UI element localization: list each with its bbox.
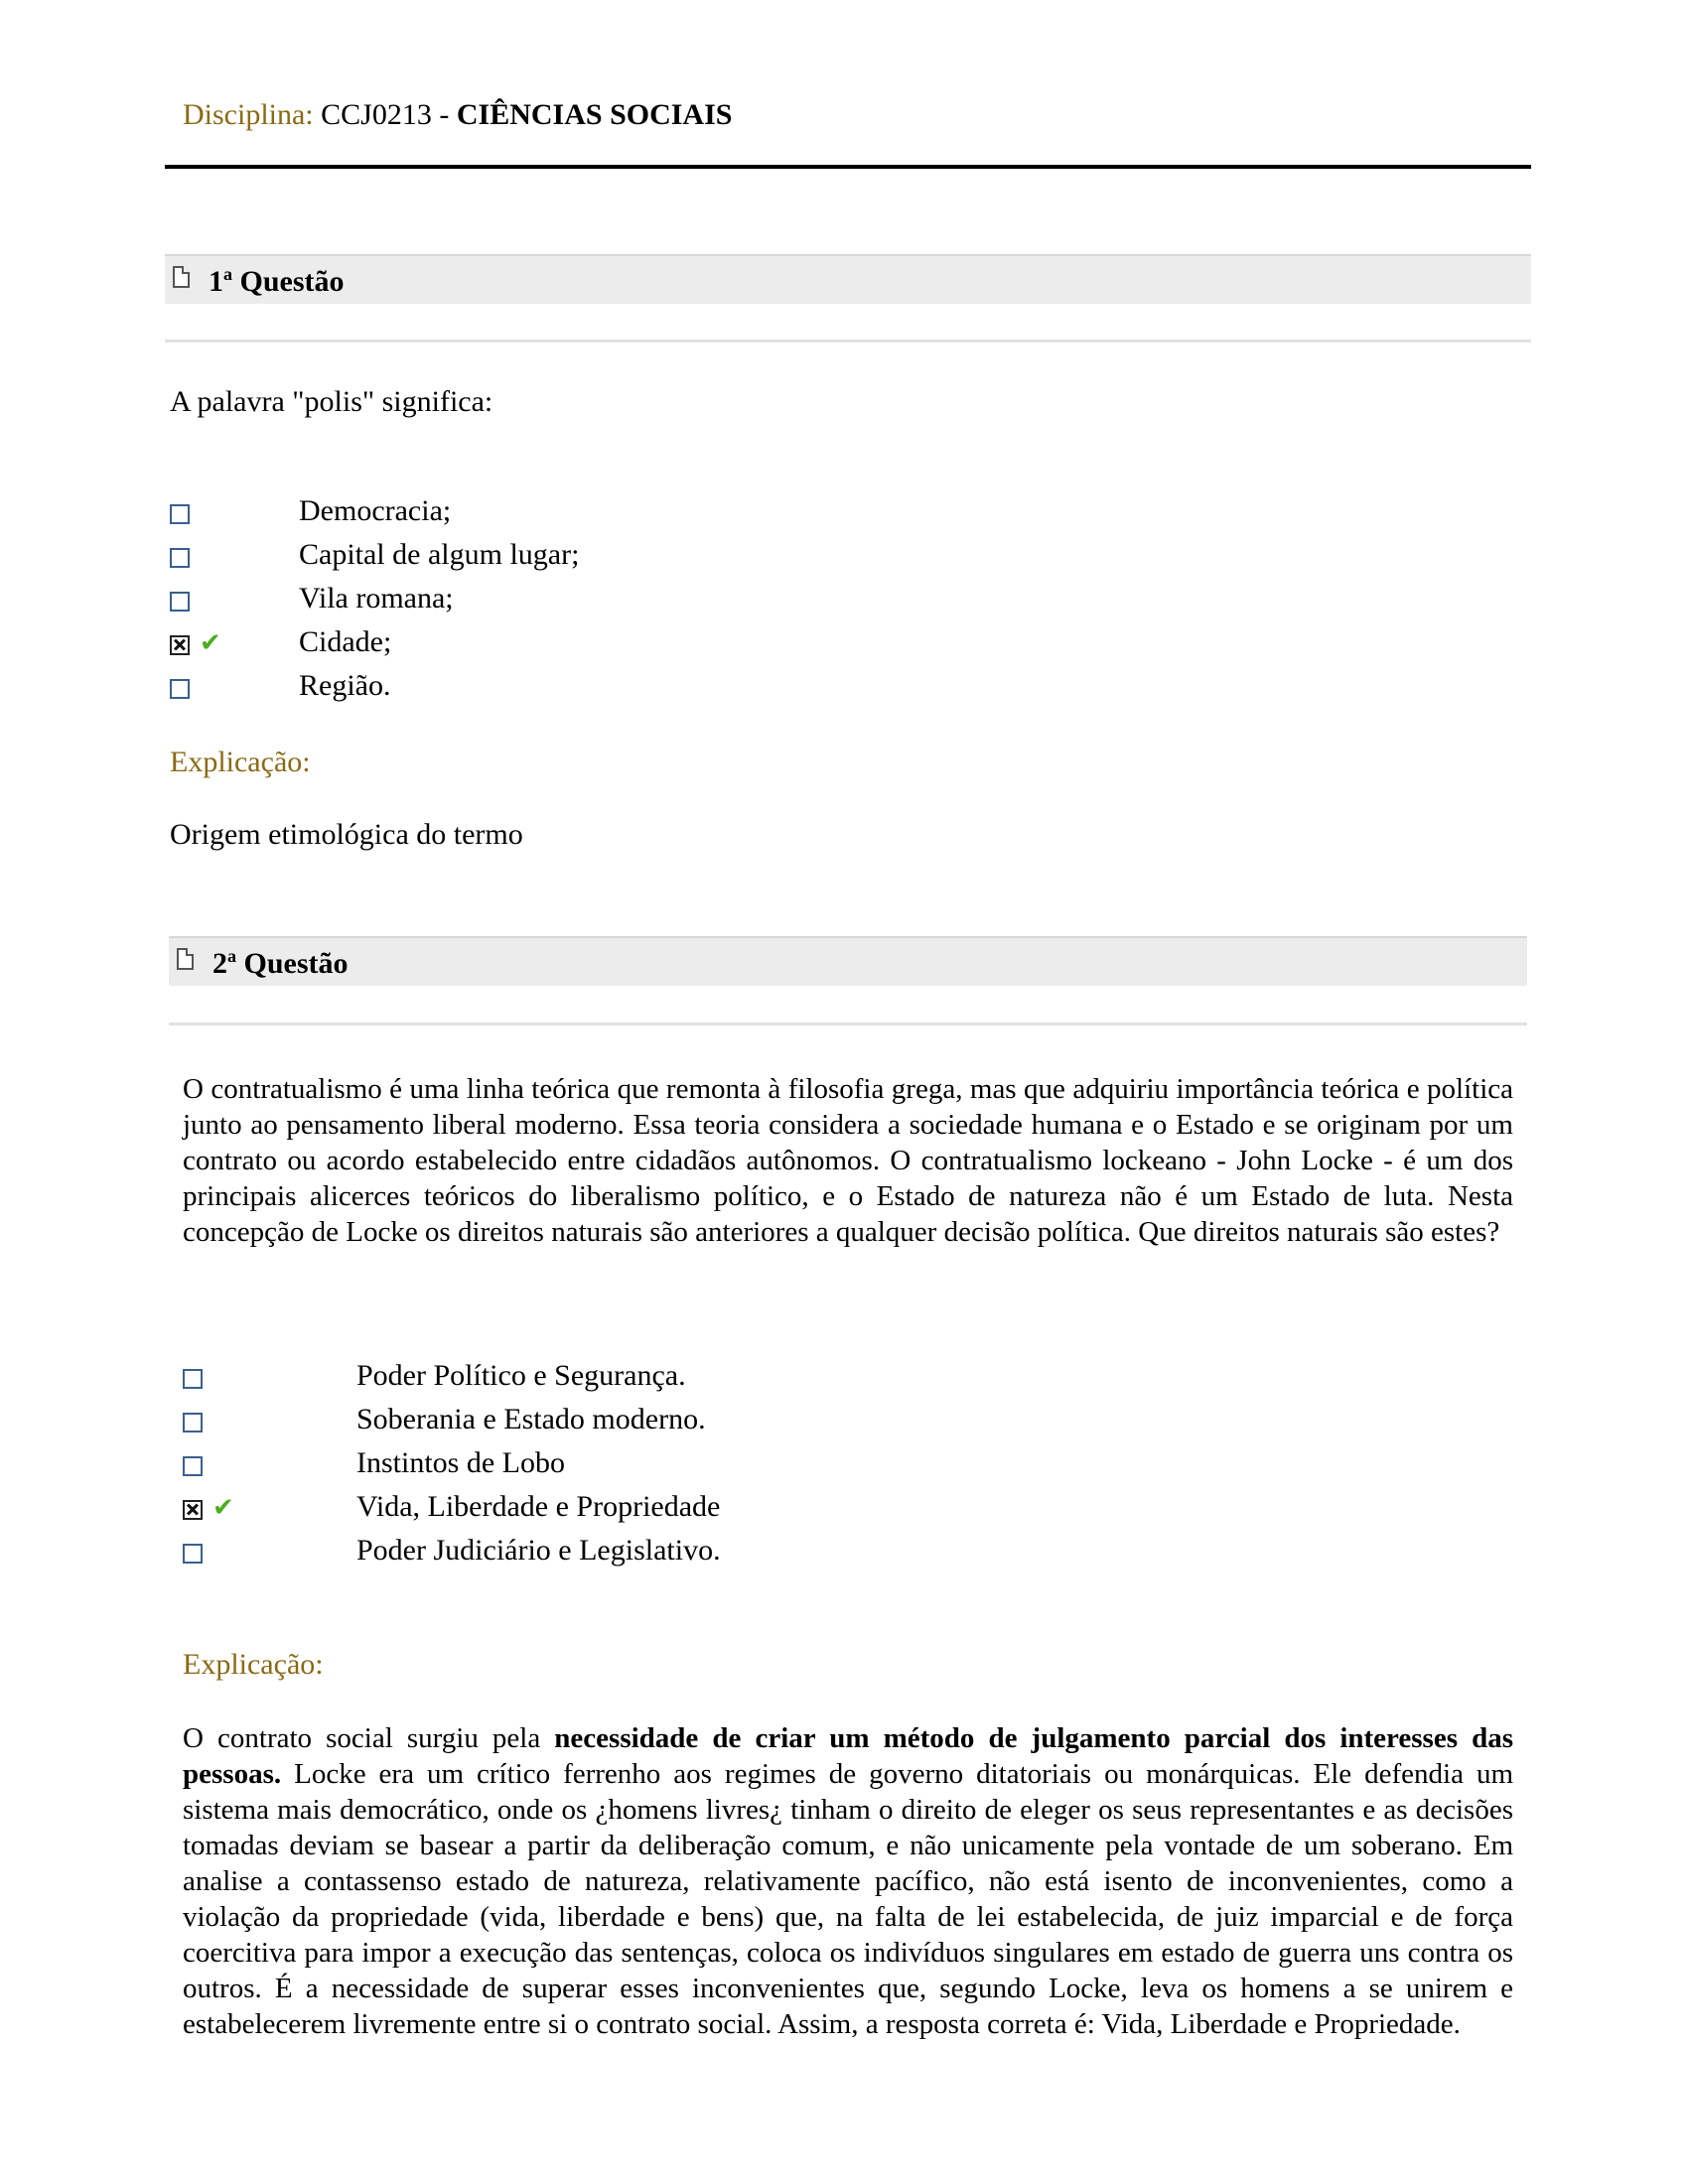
option[interactable] (170, 579, 964, 622)
checkbox[interactable] (183, 1544, 203, 1564)
header-divider (165, 165, 1531, 169)
checkbox[interactable] (183, 1456, 203, 1476)
question-2-divider (169, 1023, 1527, 1025)
correct-check-icon: ✔ (200, 628, 221, 658)
checked-checkbox[interactable] (170, 635, 190, 655)
option[interactable] (170, 535, 964, 579)
option-text: Região. (299, 669, 391, 702)
course-name: CIÊNCIAS SOCIAIS (456, 98, 733, 131)
checkbox[interactable] (170, 679, 190, 699)
question-1-explanation: Origem etimológica do termo (170, 818, 523, 851)
question-1-header (165, 254, 1531, 304)
option-text: Vida, Liberdade e Propriedade (356, 1490, 721, 1523)
explanation-lead: O contrato social surgiu pela (183, 1722, 555, 1754)
document-icon (173, 266, 190, 288)
option-selected[interactable] (183, 1487, 1076, 1531)
checkbox[interactable] (183, 1413, 203, 1433)
question-2-explanation (183, 1720, 1513, 2042)
option-text: Democracia; (299, 494, 452, 527)
option[interactable] (183, 1400, 1076, 1443)
explanation-label: Explicação: (183, 1648, 324, 1681)
checkbox[interactable] (170, 548, 190, 568)
header-separator: - (439, 98, 450, 131)
checkbox[interactable] (170, 592, 190, 612)
option[interactable] (183, 1531, 1076, 1574)
option-text: Capital de algum lugar; (299, 538, 580, 571)
question-1-options (170, 491, 964, 710)
option-text: Poder Judiciário e Legislativo. (356, 1534, 721, 1567)
question-1-divider (165, 340, 1531, 342)
course-code: CCJ0213 (321, 98, 432, 131)
checkbox[interactable] (170, 504, 190, 524)
option-text: Soberania e Estado moderno. (356, 1403, 706, 1435)
option-selected[interactable] (170, 622, 964, 666)
checkbox[interactable] (183, 1369, 203, 1389)
question-2-title: 2$^a$ Questão (212, 946, 349, 980)
checked-checkbox[interactable] (183, 1500, 203, 1520)
question-2-prompt: O contratualismo é uma linha teórica que remonta à filosofia grega, mas que adquiriu importância teórica e política junto ao pensamento liberal moderno. Essa teoria considera a sociedade humana e o Estado e se originam por um contrato ou acordo estabelecido entre cidadãos autônomos. O contratualismo lockeano - John Locke - é um dos principais alicerces teóricos do liberalismo político, e o Estado de natureza não é um Estado de luta. Nesta concepção de Locke os direitos naturais são anteriores a qualquer decisão política. Que direitos naturais são estes? (183, 1073, 1513, 1248)
course-header (183, 95, 732, 135)
explanation-body: Locke era um crítico ferrenho aos regimes de governo ditatoriais ou monárquicas. Ele defendia um sistema mais democrático, onde os ¿homens livres¿ tinham o direito de eleger os seus representantes e as decisões tomadas deviam se basear a partir da deliberação comum, e não unicamente pela vontade de um soberano. Em analise a contassenso estado de natureza, relativamente pacífico, não está isento de inconvenientes, como a violação da propriedade (vida, liberdade e bens) que, na falta de lei estabelecida, de juiz imparcial e de força coercitiva para impor a execução das sentenças, coloca os indivíduos singulares em estado de guerra uns contra os outros. É a necessidade de superar esses inconvenientes que, segundo Locke, leva os homens a se unirem e estabelecerem livremente entre si o contrato social. Assim, a resposta correta é: Vida, Liberdade e Propriedade. (183, 1758, 1513, 2040)
explanation-emphasis: necessidade de criar um método de julgamento parcial dos interesses das pessoas. (183, 1722, 1513, 1790)
question-2-header (169, 936, 1527, 986)
option[interactable] (170, 666, 964, 710)
explanation-label: Explicação: (170, 746, 311, 778)
option-text: Poder Político e Segurança. (356, 1359, 686, 1392)
document-icon (177, 948, 194, 970)
option-text: Cidade; (299, 625, 392, 658)
option[interactable] (183, 1356, 1076, 1400)
question-1-title: 1$^a$ Questão (209, 264, 345, 298)
question-1-prompt: A palavra "polis" significa: (170, 385, 493, 418)
discipline-label: Disciplina: (183, 98, 314, 131)
option[interactable] (183, 1443, 1076, 1487)
option-text: Vila romana; (299, 582, 454, 614)
question-2-options (183, 1356, 1076, 1574)
option[interactable] (170, 491, 964, 535)
option-text: Instintos de Lobo (356, 1446, 565, 1479)
correct-check-icon: ✔ (212, 1493, 234, 1523)
